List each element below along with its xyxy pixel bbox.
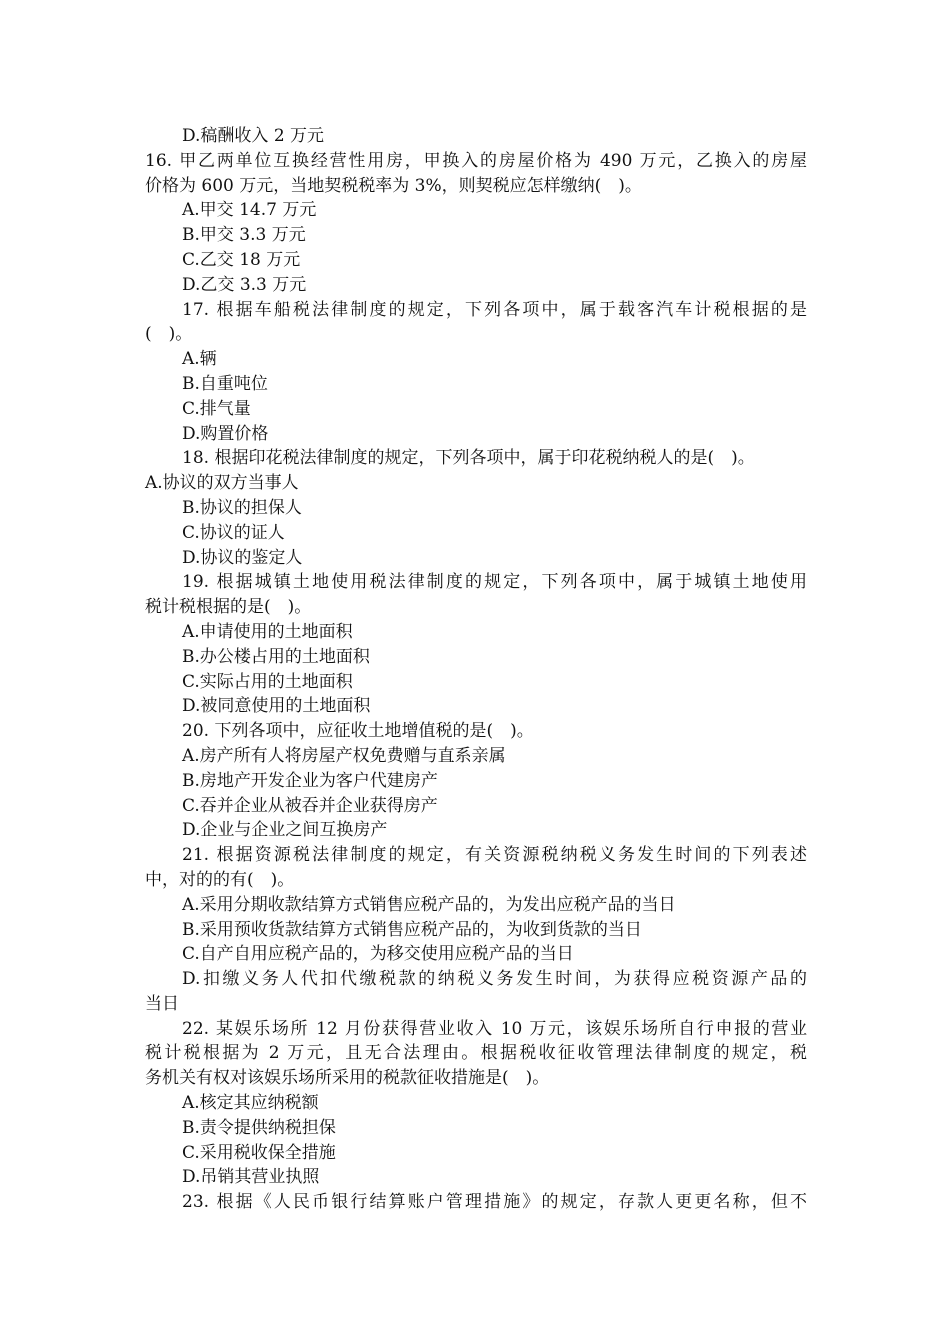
option-line: D.稿酬收入 2 万元	[182, 126, 325, 146]
option-line: B.协议的担保人	[182, 497, 302, 518]
option-line: D.企业与企业之间互换房产	[182, 820, 388, 841]
option-line: C.实际占用的土地面积	[182, 671, 353, 692]
option-line: A.协议的双方当事人	[145, 473, 299, 494]
option-line: B.责令提供纳税担保	[182, 1117, 336, 1138]
option-line: D.乙交 3.3 万元	[182, 274, 307, 295]
question-23-line-1: 23. 根据《人民币银行结算账户管理措施》的规定，存款人更更名称，但不	[182, 1192, 807, 1213]
option-line: C.自产自用应税产品的，为移交使用应税产品的当日	[182, 944, 574, 965]
question-22-line-1: 22. 某娱乐场所 12 月份获得营业收入 10 万元，该娱乐场所自行申报的营业	[182, 1018, 807, 1039]
question-17-line-1: 17. 根据车船税法律制度的规定，下列各项中，属于载客汽车计税根据的是	[182, 299, 807, 320]
option-line: A.房产所有人将房屋产权免费赠与直系亲属	[182, 745, 506, 766]
question-18-line-1: 18. 根据印花税法律制度的规定，下列各项中，属于印花税纳税人的是( )。	[182, 448, 755, 469]
question-22-line-3: 务机关有权对该娱乐场所采用的税款征收措施是( )。	[145, 1068, 550, 1089]
question-21-line-1: 21. 根据资源税法律制度的规定，有关资源税纳税义务发生时间的下列表述	[182, 845, 807, 866]
question-19-line-2: 税计税根据的是( )。	[145, 597, 312, 618]
option-line: D.被同意使用的土地面积	[182, 696, 371, 717]
option-line-continued: 当日	[145, 993, 179, 1014]
option-line: A.甲交 14.7 万元	[182, 200, 317, 221]
option-line: C.排气量	[182, 398, 251, 419]
option-line: B.房地产开发企业为客户代建房产	[182, 770, 438, 791]
question-21-line-2: 中，对的的有( )。	[145, 869, 295, 890]
option-line: C.吞并企业从被吞并企业获得房产	[182, 795, 438, 816]
option-line: C.乙交 18 万元	[182, 249, 301, 270]
option-line: B.自重吨位	[182, 373, 268, 394]
option-line: A.采用分期收款结算方式销售应税产品的，为发出应税产品的当日	[182, 894, 676, 915]
question-17-line-2: ( )。	[145, 324, 193, 345]
option-line: D.扣缴义务人代扣代缴税款的纳税义务发生时间，为获得应税资源产品的	[182, 969, 807, 990]
document-body	[145, 124, 807, 1215]
question-16-line-1: 16. 甲乙两单位互换经营性用房，甲换入的房屋价格为 490 万元，乙换入的房屋	[145, 150, 807, 171]
option-line: C.采用税收保全措施	[182, 1142, 336, 1163]
option-line: D.协议的鉴定人	[182, 547, 303, 568]
question-20-line-1: 20. 下列各项中，应征收土地增值税的是( )。	[182, 721, 534, 742]
question-22-line-2: 税计税根据为 2 万元，且无合法理由。根据税收征收管理法律制度的规定，税	[145, 1043, 807, 1064]
option-line: C.协议的证人	[182, 522, 285, 543]
question-16-line-2: 价格为 600 万元，当地契税税率为 3%，则契税应怎样缴纳( )。	[145, 175, 642, 196]
option-line: A.核定其应纳税额	[182, 1093, 319, 1114]
option-line: A.辆	[182, 349, 217, 370]
option-line: D.吊销其营业执照	[182, 1167, 320, 1188]
option-line: B.办公楼占用的土地面积	[182, 646, 370, 667]
option-line: B.甲交 3.3 万元	[182, 225, 306, 246]
question-19-line-1: 19. 根据城镇土地使用税法律制度的规定，下列各项中，属于城镇土地使用	[182, 572, 807, 593]
option-line: D.购置价格	[182, 423, 269, 444]
option-line: B.采用预收货款结算方式销售应税产品的，为收到货款的当日	[182, 919, 642, 940]
option-line: A.申请使用的土地面积	[182, 621, 353, 642]
